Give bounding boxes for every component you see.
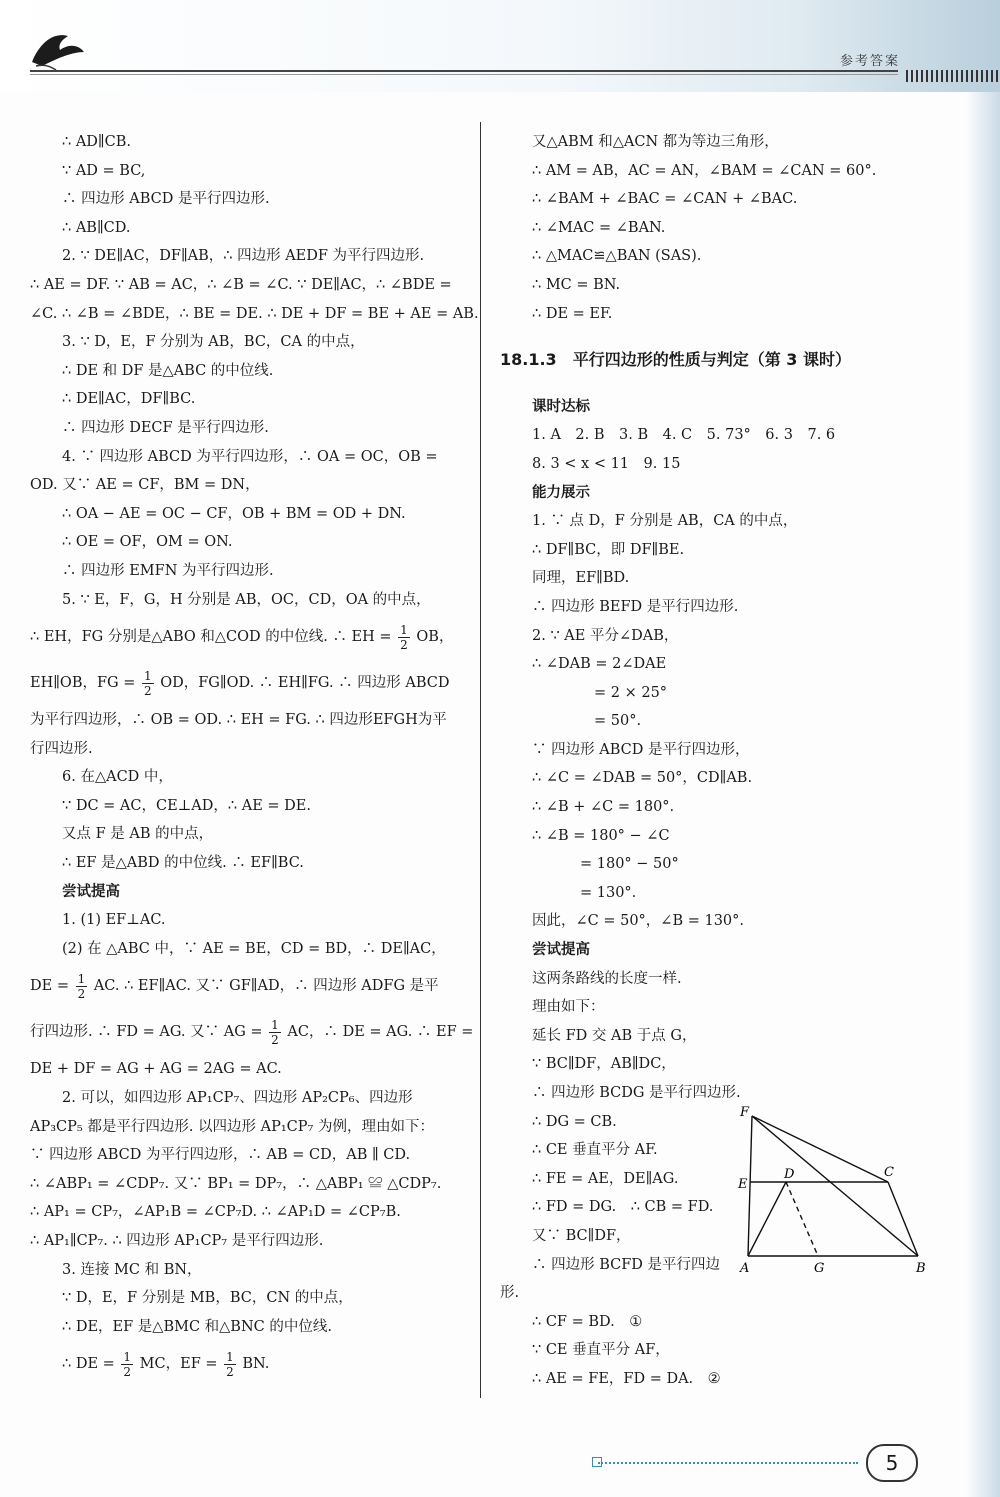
text-line: 又点 F 是 AB 的中点， — [62, 826, 214, 843]
text-line: ∴ DE 和 DF 是△ABC 的中位线. — [62, 362, 274, 379]
fraction-numerator: 1 — [123, 1349, 132, 1364]
text-fragment: MC，EF = — [139, 1356, 218, 1373]
answer-line: 1. A 2. B 3. B 4. C 5. 73° 6. 3 7. 6 — [532, 427, 836, 444]
text-line: AP₃CP₅ 都是平行四边形. 以四边形 AP₁CP₇ 为例，理由如下： — [30, 1118, 434, 1135]
fraction-denominator: 2 — [143, 683, 152, 698]
section-heading: 课时达标 — [532, 398, 590, 415]
text-line: ∴ ∠BAM + ∠BAC = ∠CAN + ∠BAC. — [532, 191, 798, 208]
text-line: = 2 × 25° — [594, 684, 668, 701]
text-line-with-fraction — [30, 660, 466, 706]
text-line: 又△ABM 和△ACN 都为等边三角形， — [532, 134, 779, 150]
text-fragment: ∴ EH，FG 分别是△ABO 和△COD 的中位线. ∴ EH = — [30, 629, 392, 646]
fraction-denominator: 2 — [400, 637, 408, 652]
text-line: 4. ∵ 四边形 ABCD 为平行四边形，∴ OA = OC，OB = — [62, 448, 438, 465]
text-line: ∵ 四边形 ABCD 为平行四边形，∴ AB = CD，AB ∥ CD. — [30, 1147, 411, 1164]
header-title: 参考答案 — [839, 54, 900, 69]
answer-line: 8. 3 < x < 11 9. 15 — [532, 455, 681, 472]
text-line: ∵ CE 垂直平分 AF， — [532, 1342, 670, 1359]
text-line: ∴ ∠B + ∠C = 180°. — [532, 799, 675, 816]
text-line: ∴ 四边形 DECF 是平行四边形. — [62, 419, 269, 436]
label-B: B — [916, 1261, 926, 1276]
text-line: ∴ CF = BD. ① — [532, 1313, 643, 1330]
fraction-numerator: 1 — [271, 1017, 279, 1032]
text-line: 6. 在△ACD 中， — [62, 769, 173, 786]
section-title: 18.1.3 平行四边形的性质与判定（第 3 课时） — [500, 350, 851, 370]
text-line: ∴ 四边形 EMFN 为平行四边形. — [62, 562, 274, 579]
fraction — [398, 623, 410, 652]
text-line: ∴ FD = DG. ∴ CB = FD. — [532, 1199, 714, 1216]
section-heading: 能力展示 — [532, 484, 590, 501]
fraction-denominator: 2 — [271, 1032, 279, 1047]
label-E: E — [738, 1177, 748, 1192]
section-heading: 尝试提高 — [62, 883, 120, 900]
text-fragment: BN. — [242, 1356, 270, 1373]
right-edge-decoration — [966, 92, 1000, 1497]
label-F: F — [740, 1105, 750, 1120]
text-line-with-fraction — [30, 963, 466, 1009]
section-heading: 尝试提高 — [532, 942, 590, 959]
fraction-numerator: 1 — [400, 622, 408, 637]
label-D: D — [784, 1167, 795, 1182]
text-line: ∴ AE = DF. ∵ AB = AC，∴ ∠B = ∠C. ∵ DE∥AC，∴ ∠BDE = — [30, 276, 452, 293]
text-line: ∴ DE，EF 是△BMC 和△BNC 的中位线. — [62, 1318, 332, 1335]
fraction-numerator: 1 — [143, 668, 152, 683]
text-line: ∴ △MAC≌△BAN (SAS). — [532, 248, 702, 265]
footer-dotted-rule — [598, 1462, 858, 1464]
text-line: ∴ AE = FE，FD = DA. ② — [532, 1370, 721, 1387]
geometry-figure — [736, 1104, 936, 1284]
fraction — [269, 1018, 281, 1047]
text-line-with-fraction — [30, 614, 466, 660]
text-line: ∴ EF 是△ABD 的中位线. ∴ EF∥BC. — [62, 855, 304, 872]
text-line: ∴ DE∥AC，DF∥BC. — [62, 391, 196, 408]
text-fragment: DE = — [30, 978, 69, 995]
text-line: ∴ OA − AE = OC − CF，OB + BM = OD + DN. — [62, 505, 406, 522]
segment-DG-dashed — [786, 1182, 818, 1256]
text-line: = 130°. — [580, 884, 637, 901]
fraction-denominator: 2 — [226, 1364, 234, 1379]
text-fragment: AC. ∴ EF∥AC. 又∵ GF∥AD，∴ 四边形 ADFG 是平 — [93, 978, 439, 995]
text-line: 为平行四边形，∴ OB = OD. ∴ EH = FG. ∴ 四边形EFGH为平 — [30, 712, 447, 729]
text-fragment: ∴ DE = — [62, 1356, 115, 1373]
fraction-denominator: 2 — [123, 1364, 132, 1379]
segment-AD — [748, 1182, 786, 1256]
fraction — [121, 1350, 133, 1379]
text-line: 因此，∠C = 50°，∠B = 130°. — [532, 913, 745, 930]
text-line: ∴ ∠B = 180° − ∠C — [532, 827, 670, 844]
text-line: 延长 FD 交 AB 于点 G， — [532, 1027, 697, 1044]
text-line: ∴ DF∥BC，即 DF∥BE. — [532, 541, 685, 558]
text-line: 理由如下： — [532, 999, 605, 1016]
text-line: ∵ AD = BC, — [62, 162, 146, 179]
header-rule-thin — [30, 74, 898, 75]
text-fragment: EH∥OB，FG = — [30, 675, 136, 692]
fraction — [76, 972, 88, 1001]
fraction — [224, 1350, 236, 1379]
text-line: ∴ 四边形 ABCD 是平行四边形. — [62, 191, 270, 208]
text-fragment: OD，FG∥OD. ∴ EH∥FG. ∴ 四边形 ABCD — [160, 675, 450, 692]
text-line: 又∵ BC∥DF， — [532, 1227, 631, 1244]
text-line: 同理，EF∥BD. — [532, 570, 630, 587]
text-line: ∴ AP₁∥CP₇. ∴ 四边形 AP₁CP₇ 是平行四边形. — [30, 1233, 324, 1249]
text-line: ∴ ∠DAB = 2∠DAE — [532, 656, 667, 673]
text-line: ∴ 四边形 BCDG 是平行四边形. — [532, 1085, 741, 1101]
text-line: ∵ 四边形 ABCD 是平行四边形， — [532, 741, 750, 758]
column-divider — [480, 122, 481, 1398]
header-band — [0, 0, 1000, 92]
segment-FB — [752, 1116, 918, 1256]
text-line: ∴ MC = BN. — [532, 276, 621, 293]
text-line-with-fraction — [30, 1341, 466, 1387]
text-line: ∴ AP₁ = CP₇，∠AP₁B = ∠CP₇D. ∴ ∠AP₁D = ∠CP₇B. — [30, 1204, 401, 1221]
text-line: OD. 又∵ AE = CF，BM = DN， — [30, 477, 260, 494]
text-line: 这两条路线的长度一样. — [532, 970, 682, 987]
bird-logo-icon — [28, 22, 88, 72]
header-rule — [30, 70, 898, 72]
text-line: ∴ DE = EF. — [532, 305, 613, 322]
text-line: 2. ∵ DE∥AC，DF∥AB，∴ 四边形 AEDF 为平行四边形. — [62, 248, 425, 265]
text-line: 5. ∵ E，F，G，H 分别是 AB，OC，CD，OA 的中点， — [62, 591, 431, 608]
text-line: ∵ D，E，F 分别是 MB，BC，CN 的中点， — [62, 1290, 353, 1307]
label-A: A — [740, 1261, 750, 1276]
text-line: ∵ DC = AC，CE⊥AD，∴ AE = DE. — [62, 797, 311, 814]
segment-FC — [752, 1116, 888, 1182]
text-line: 1. ∵ 点 D，F 分别是 AB，CA 的中点， — [532, 513, 798, 530]
text-line: ∴ CE 垂直平分 AF. — [532, 1142, 658, 1159]
text-line: ∠C. ∴ ∠B = ∠BDE，∴ BE = DE. ∴ DE + DF = BE + AE = AB. — [30, 305, 479, 322]
label-G: G — [814, 1261, 825, 1276]
text-fragment: 行四边形. ∴ FD = AG. 又∵ AG = — [30, 1024, 263, 1041]
text-line: 1. (1) EF⊥AC. — [62, 912, 166, 929]
fraction-denominator: 2 — [77, 986, 86, 1001]
text-line: (2) 在 △ABC 中，∵ AE = BE，CD = BD，∴ DE∥AC， — [62, 940, 446, 957]
text-line: ∴ ∠MAC = ∠BAN. — [532, 219, 666, 236]
text-line: ∴ 四边形 BEFD 是平行四边形. — [532, 598, 739, 615]
text-line: ∴ AB∥CD. — [62, 219, 131, 236]
fraction-numerator: 1 — [77, 971, 86, 986]
segment-FA — [748, 1116, 752, 1256]
text-line: = 180° − 50° — [580, 856, 679, 873]
text-line: ∴ ∠ABP₁ = ∠CDP₇. 又∵ BP₁ = DP₇，∴ △ABP₁ ≌ △CDP₇. — [30, 1175, 442, 1192]
text-line: ∴ ∠C = ∠DAB = 50°，CD∥AB. — [532, 770, 753, 787]
text-line: ∴ AM = AB，AC = AN，∠BAM = ∠CAN = 60°. — [532, 162, 877, 179]
text-fragment: OB， — [416, 629, 454, 646]
fraction — [142, 669, 154, 698]
text-line: ∴ OE = OF，OM = ON. — [62, 534, 233, 551]
text-line: ∴ FE = AE，DE∥AG. — [532, 1170, 679, 1187]
text-line: ∴ DG = CB. — [532, 1113, 617, 1130]
text-line: ∴ 四边形 BCFD 是平行四边 — [532, 1256, 721, 1273]
text-line: 行四边形. — [30, 740, 93, 757]
text-line: ∴ AD∥CB. — [62, 134, 131, 150]
text-line: 3. ∵ D，E，F 分别为 AB，BC，CA 的中点， — [62, 334, 365, 351]
fraction-numerator: 1 — [226, 1349, 234, 1364]
label-C: C — [884, 1165, 894, 1180]
text-line: 2. 可以，如四边形 AP₁CP₇、四边形 AP₂CP₆、四边形 — [62, 1090, 413, 1107]
text-line: 2. ∵ AE 平分∠DAB， — [532, 627, 679, 644]
text-line: 形. — [500, 1285, 520, 1302]
header-barcode-decoration — [906, 70, 1000, 82]
text-line-with-fraction — [30, 1009, 474, 1055]
text-line: 3. 连接 MC 和 BN， — [62, 1261, 202, 1278]
text-line: ∵ BC∥DF，AB∥DC， — [532, 1056, 676, 1073]
text-line: DE + DF = AG + AG = 2AG = AC. — [30, 1061, 282, 1078]
text-fragment: AC，∴ DE = AG. ∴ EF = — [287, 1024, 474, 1041]
page-number: 5 — [866, 1444, 918, 1482]
text-line: = 50°. — [594, 713, 642, 730]
segment-CB — [888, 1182, 918, 1256]
left-column — [30, 128, 479, 1387]
